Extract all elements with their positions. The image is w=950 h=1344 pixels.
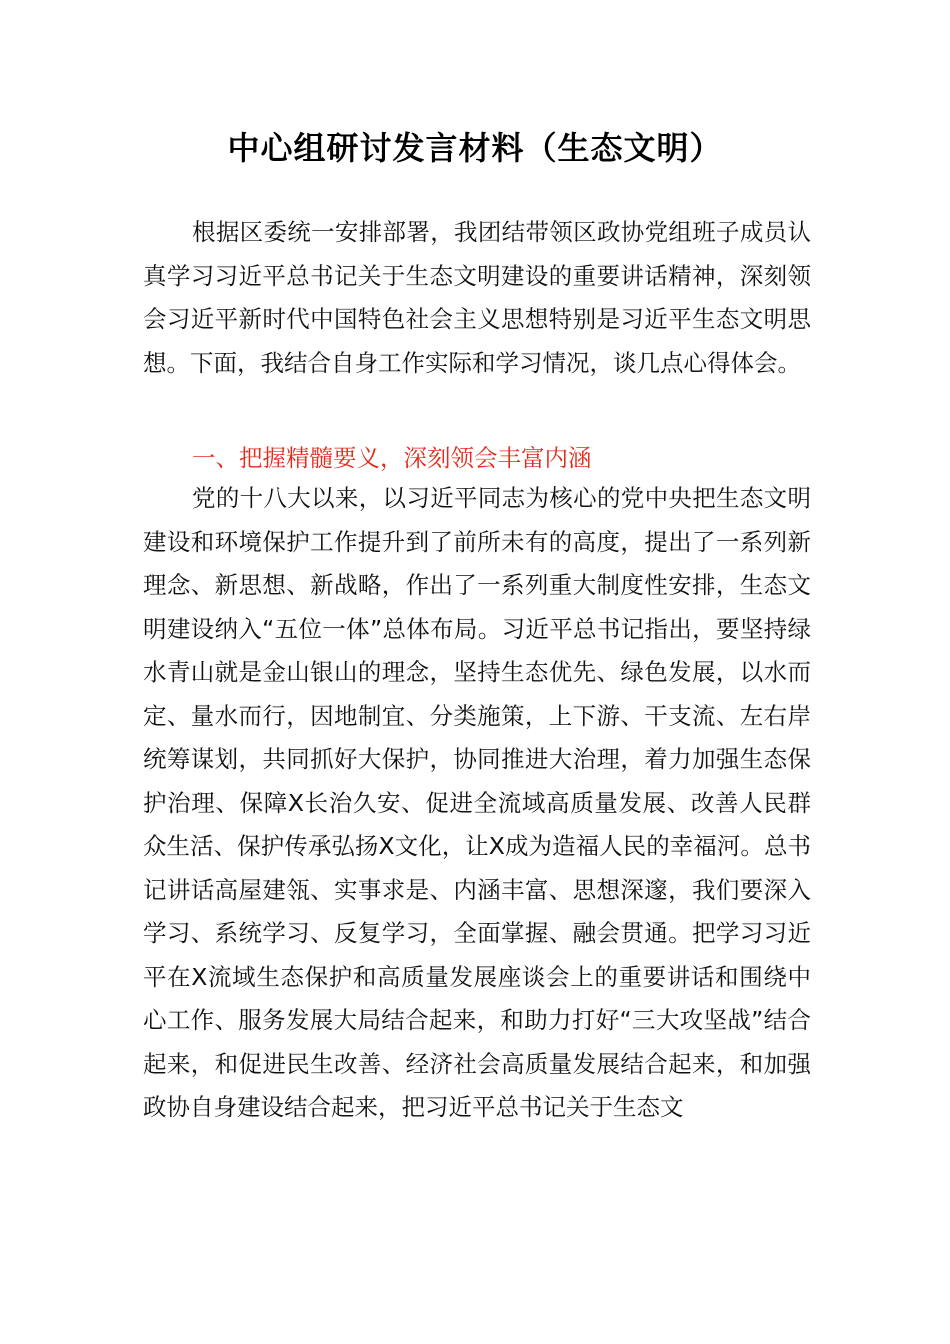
intro-paragraph: 根据区委统一安排部署，我团结带领区政协党组班子成员认真学习习近平总书记关于生态文明建设的重要讲话精神，深刻领会习近平新时代中国特色社会主义思想特别是习近平生态文明思想。下面，我结合自身工作实际和学习情况，谈几点心得体会。 bbox=[143, 218, 811, 377]
body-paragraph: 党的十八大以来，以习近平同志为核心的党中央把生态文明建设和环境保护工作提升到了前所未有的高度，提出了一系列新理念、新思想、新战略，作出了一系列重大制度性安排，生态文明建设纳入“五位一体”总体布局。习近平总书记指出，要坚持绿水青山就是金山银山的理念，坚持生态优先、绿色发展，以水而定、量水而行，因地制宜、分类施策，上下游、干支流、左右岸统筹谋划，共同抓好大保护，协同推进大治理，着力加强生态保护治理、保障X长治久安、促进全流域高质量发展、改善人民群众生活、保护传承弘扬X文化，让X成为造福人民的幸福河。总书记讲话高屋建瓴、实事求是、内涵丰富、思想深邃，我们要深入学习、系统学习、反复学习，全面掌握、融会贯通。把学习习近平在X流域生态保护和高质量发展座谈会上的重要讲话和围绕中心工作、服务发展大局结合起来，和助力打好“三大攻坚战”结合起来，和促进民生改善、经济社会高质量发展结合起来，和加强政协自身建设结合起来，把习近平总书记关于生态文 bbox=[143, 484, 811, 1121]
document-title: 中心组研讨发言材料（生态文明） bbox=[227, 129, 723, 167]
section-heading-1: 一、把握精髓要义，深刻领会丰富内涵 bbox=[192, 444, 592, 472]
